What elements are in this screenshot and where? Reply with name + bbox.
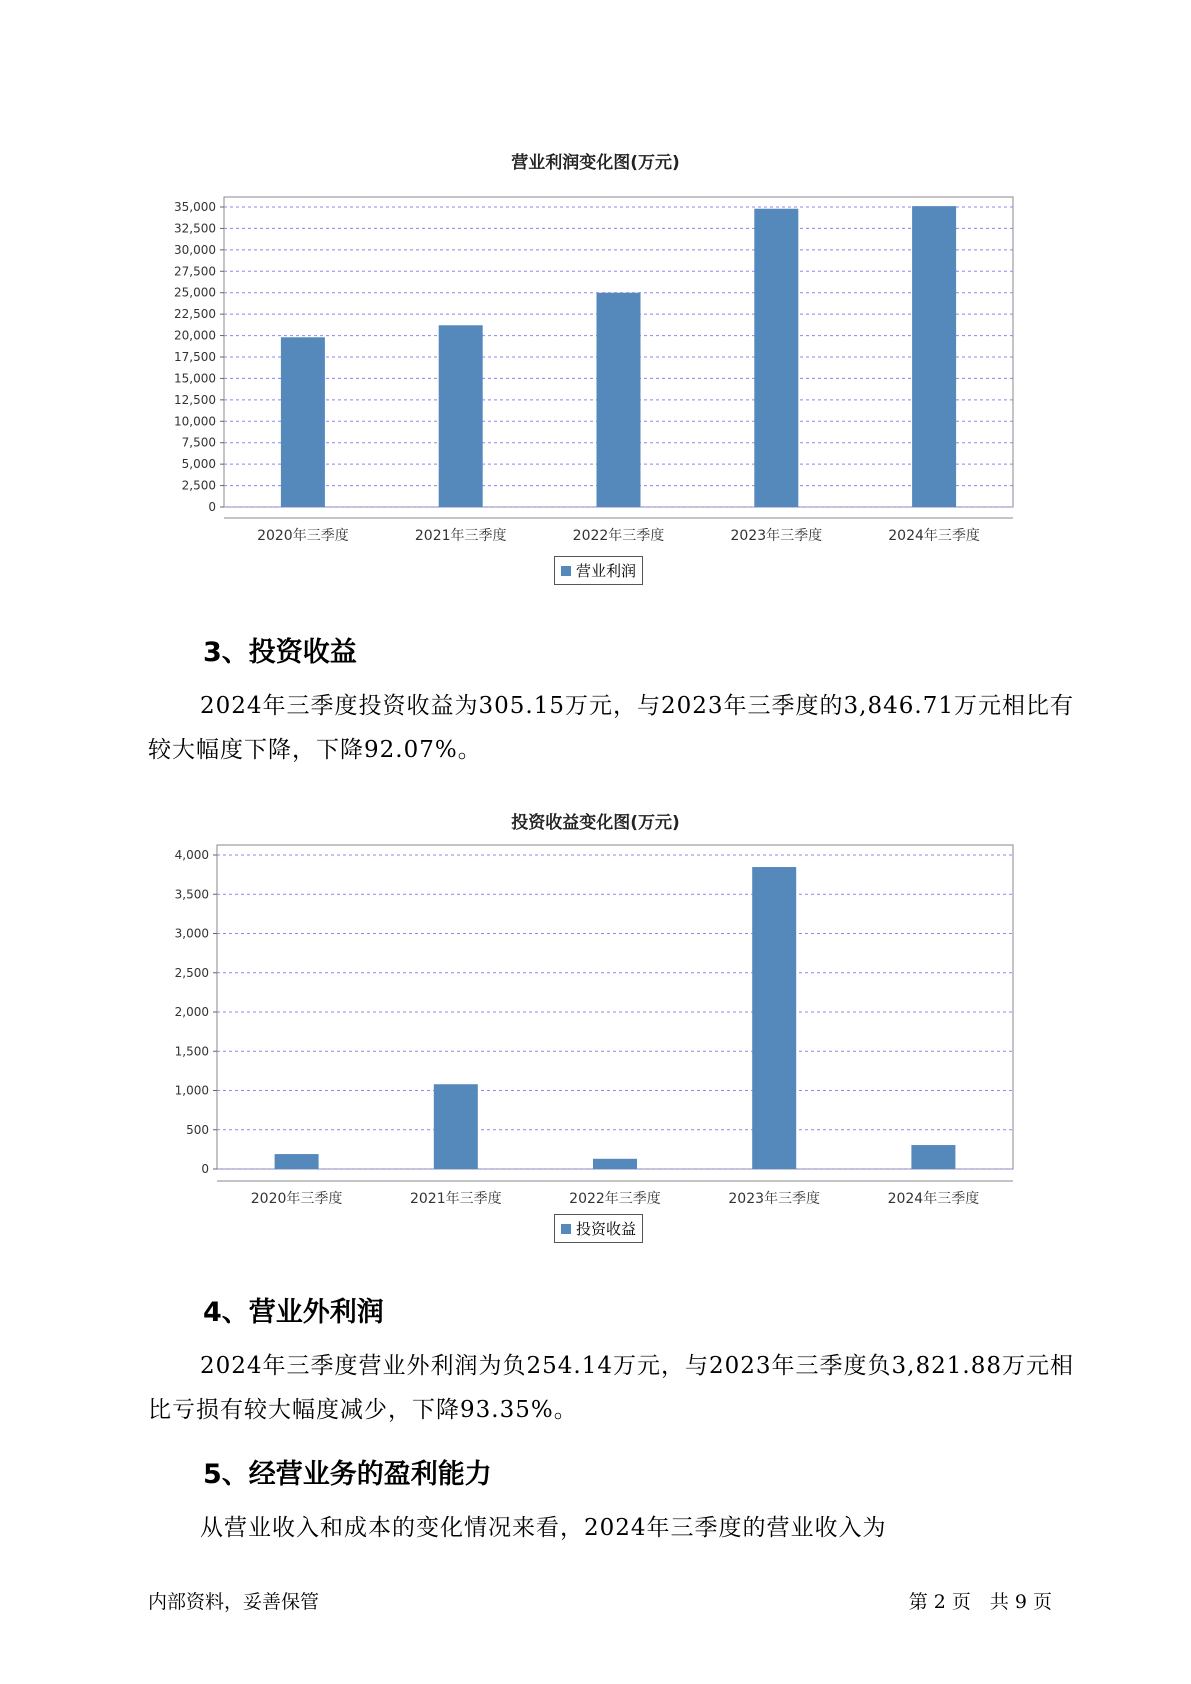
y-tick-label: 30,000 <box>174 242 216 257</box>
y-tick-label: 3,500 <box>174 887 209 902</box>
y-tick-label: 1,500 <box>174 1044 209 1059</box>
x-tick-label: 2020年三季度 <box>257 528 349 544</box>
page-number: 2 <box>933 1591 946 1613</box>
section-heading-non-operating-profit: 4、营业外利润 <box>203 1297 384 1328</box>
legend-swatch <box>561 1224 571 1234</box>
footer-confidential-note: 内部资料，妥善保管 <box>148 1591 320 1613</box>
y-tick-label: 35,000 <box>174 200 216 214</box>
y-tick-label: 17,500 <box>174 350 216 364</box>
legend-label: 营业利润 <box>576 562 637 580</box>
y-tick-label: 7,500 <box>181 435 216 450</box>
y-tick-label: 0 <box>208 500 216 514</box>
plot-area <box>217 845 1013 1169</box>
x-tick-label: 2023年三季度 <box>728 1191 821 1207</box>
y-tick-label: 10,000 <box>174 414 216 429</box>
x-tick-label: 2020年三季度 <box>250 1191 343 1207</box>
y-tick-label: 2,500 <box>174 965 209 980</box>
chart-title-operating-profit: 营业利润变化图(万元) <box>511 153 680 173</box>
legend-label: 投资收益 <box>576 1220 637 1238</box>
bar <box>752 867 796 1169</box>
y-tick-label: 2,500 <box>181 478 216 493</box>
y-tick-label: 15,000 <box>174 371 216 386</box>
page-prefix: 第 <box>908 1591 928 1613</box>
y-tick-label: 5,000 <box>181 457 216 472</box>
x-tick-label: 2021年三季度 <box>414 528 507 544</box>
x-tick-label: 2022年三季度 <box>569 1191 661 1207</box>
x-tick-label: 2024年三季度 <box>887 1191 980 1207</box>
y-tick-label: 3,000 <box>174 926 209 941</box>
paragraph-investment-income: 2024年三季度投资收益为305.15万元，与2023年三季度的3,846.71万元相比有较大幅度下降，下降92.07%。 <box>148 693 1074 763</box>
chart-title-investment-income: 投资收益变化图(万元) <box>511 813 680 833</box>
section-heading-investment-income: 3、投资收益 <box>203 637 357 668</box>
x-tick-label: 2023年三季度 <box>730 528 823 544</box>
x-tick-label: 2024年三季度 <box>888 528 980 544</box>
legend-investment-income <box>554 1214 643 1243</box>
footer-page-info <box>909 1587 1052 1614</box>
page-mid: 页 共 <box>951 1591 1009 1613</box>
page-total: 9 <box>1014 1591 1027 1613</box>
bar <box>593 1159 637 1169</box>
y-tick-label: 12,500 <box>174 392 216 407</box>
y-tick-label: 1,000 <box>174 1083 209 1098</box>
paragraph-profitability: 从营业收入和成本的变化情况来看，2024年三季度的营业收入为 <box>200 1515 887 1541</box>
bar <box>911 1145 955 1169</box>
y-tick-label: 22,500 <box>174 307 216 322</box>
x-tick-label: 2021年三季度 <box>409 1191 502 1207</box>
bar <box>434 1084 478 1169</box>
y-tick-label: 27,500 <box>174 264 216 279</box>
paragraph-non-operating-profit: 2024年三季度营业外利润为负254.14万元，与2023年三季度负3,821.88万元相比亏损有较大幅度减少，下降93.35%。 <box>148 1353 1074 1423</box>
y-tick-label: 4,000 <box>174 848 209 862</box>
y-tick-label: 500 <box>186 1122 209 1137</box>
y-tick-label: 32,500 <box>174 221 216 236</box>
y-tick-label: 25,000 <box>174 285 216 300</box>
page-suffix: 页 <box>1032 1591 1052 1613</box>
section-heading-profitability: 5、经营业务的盈利能力 <box>203 1459 492 1490</box>
y-tick-label: 0 <box>201 1162 209 1176</box>
x-tick-label: 2022年三季度 <box>572 528 665 544</box>
bar <box>275 1154 319 1169</box>
y-tick-label: 2,000 <box>174 1005 209 1019</box>
y-tick-label: 20,000 <box>174 328 216 343</box>
